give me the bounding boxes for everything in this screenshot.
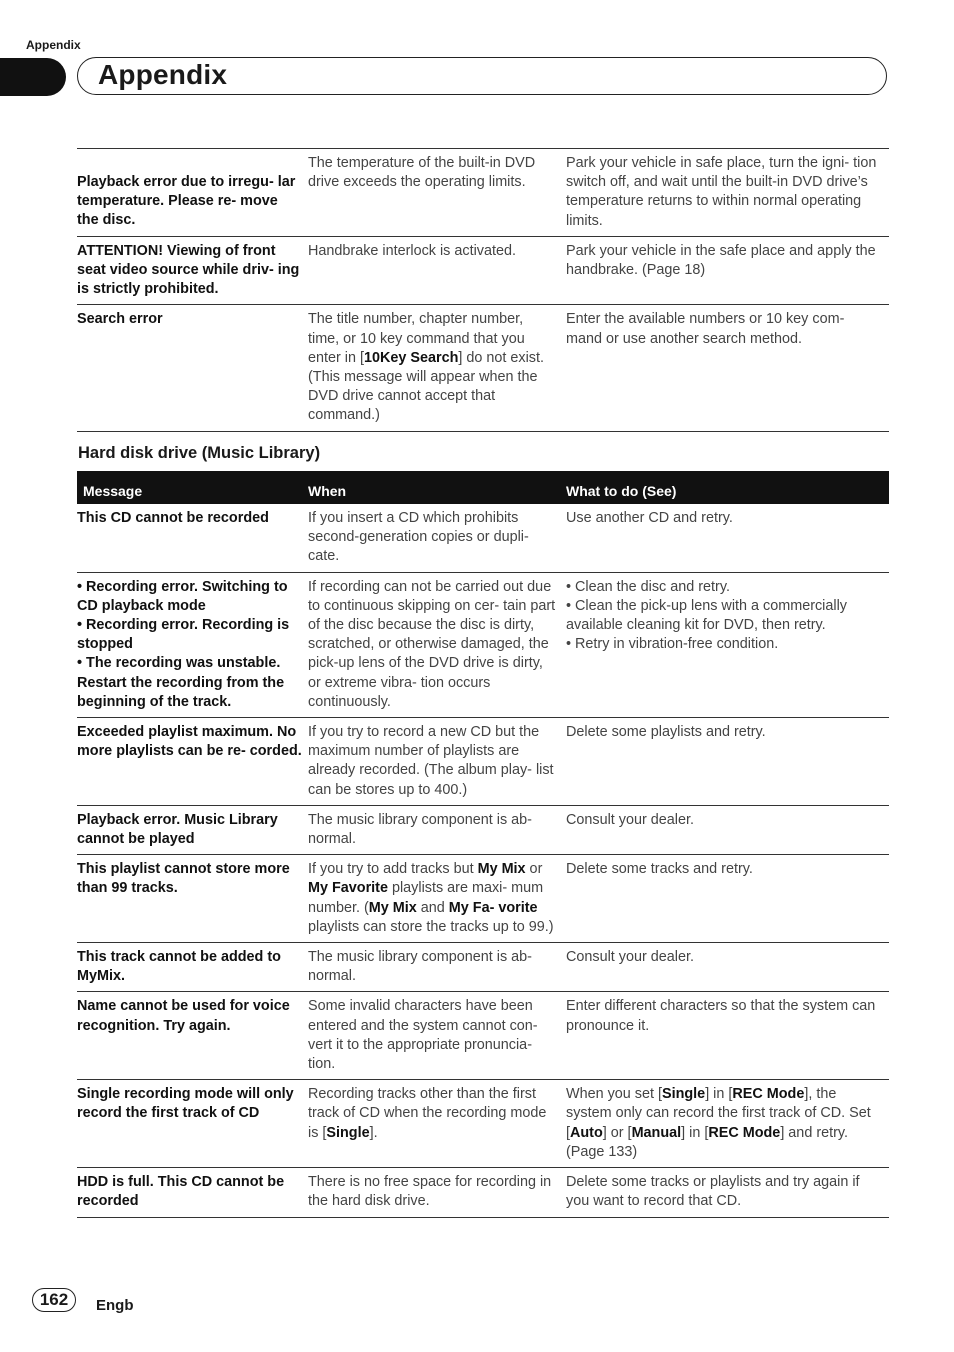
table-row (77, 149, 889, 237)
language-code: Engb (96, 1297, 134, 1314)
error-message: Exceeded playlist maximum. No more playlists can be re- corded. (77, 718, 308, 806)
error-what-to-do: Park your vehicle in the safe place and apply the handbrake. (Page 18) (566, 236, 889, 305)
error-what-to-do: Use another CD and retry. (566, 504, 889, 572)
table-row (77, 855, 889, 943)
error-when: The music library component is ab- normal. (308, 943, 566, 992)
table-header-row (77, 471, 889, 504)
error-what-to-do: Park your vehicle in safe place, turn the igni- tion switch off, and wait until the built-in DVD drive’s temperature returns to within normal operating limits. (566, 149, 889, 237)
table-row (77, 992, 889, 1080)
error-when: Recording tracks other than the first track of CD when the recording mode is [Single]. (308, 1080, 566, 1168)
section-tab-marker (0, 58, 66, 96)
error-table-continued (77, 148, 889, 432)
error-message: Single recording mode will only record the first track of CD (77, 1080, 308, 1168)
error-when: Some invalid characters have been entered and the system cannot con- vert it to the appropriate pronuncia- tion. (308, 992, 566, 1080)
table-row (77, 718, 889, 806)
error-what-to-do: Delete some tracks or playlists and try again if you want to record that CD. (566, 1168, 889, 1217)
error-what-to-do: • Clean the disc and retry. • Clean the pick-up lens with a commercially available cleaning kit for DVD, then retry. • Retry in vibration-free condition. (566, 572, 889, 717)
error-when: If you try to record a new CD but the maximum number of playlists are already recorded. (The album play- list can be stores up to 400.) (308, 718, 566, 806)
error-when: If you insert a CD which prohibits second-generation copies or dupli- cate. (308, 504, 566, 572)
table-row (77, 1168, 889, 1217)
table-row (77, 305, 889, 431)
error-message: Name cannot be used for voice recognition. Try again. (77, 992, 308, 1080)
table-row (77, 572, 889, 717)
table-row (77, 504, 889, 572)
column-header-what: What to do (See) (566, 471, 889, 504)
error-message: Playback error due to irregu- lar temperature. Please re- move the disc. (77, 149, 308, 237)
error-what-to-do: Delete some playlists and retry. (566, 718, 889, 806)
error-what-to-do: Consult your dealer. (566, 805, 889, 854)
running-header: Appendix (26, 38, 81, 52)
page-number: 162 (32, 1288, 76, 1312)
page-title: Appendix (98, 59, 228, 90)
page-title-box (77, 57, 887, 95)
table-row (77, 236, 889, 305)
table-row (77, 1080, 889, 1168)
column-header-when: When (308, 471, 566, 504)
error-message: This playlist cannot store more than 99 tracks. (77, 855, 308, 943)
error-what-to-do: Enter the available numbers or 10 key com- mand or use another search method. (566, 305, 889, 431)
error-when: Handbrake interlock is activated. (308, 236, 566, 305)
hdd-error-table (77, 471, 889, 1218)
error-when: The temperature of the built-in DVD drive exceeds the operating limits. (308, 149, 566, 237)
error-message: This CD cannot be recorded (77, 504, 308, 572)
error-when: If recording can not be carried out due to continuous skipping on cer- tain part of the disc because the disc is dirty, scratched, or otherwise damaged, the pick-up lens of the DVD drive is dirty, or extreme vibra- tion occurs continuously. (308, 572, 566, 717)
error-when: The title number, chapter number, time, or 10 key command that you enter in [10Key Search] do not exist. (This message will appear when the DVD drive cannot accept that command.) (308, 305, 566, 431)
error-when: There is no free space for recording in the hard disk drive. (308, 1168, 566, 1217)
error-message: HDD is full. This CD cannot be recorded (77, 1168, 308, 1217)
error-when: If you try to add tracks but My Mix or My Favorite playlists are maxi- mum number. (My Mix and My Fa- vorite playlists can store the tracks up to 99.) (308, 855, 566, 943)
column-header-message: Message (77, 471, 308, 504)
error-what-to-do: Enter different characters so that the system can pronounce it. (566, 992, 889, 1080)
error-message: Search error (77, 305, 308, 431)
error-message: ATTENTION! Viewing of front seat video source while driv- ing is strictly prohibited. (77, 236, 308, 305)
section-title: Hard disk drive (Music Library) (78, 444, 321, 462)
error-what-to-do: Delete some tracks and retry. (566, 855, 889, 943)
error-message: Playback error. Music Library cannot be played (77, 805, 308, 854)
error-message: This track cannot be added to MyMix. (77, 943, 308, 992)
error-what-to-do: When you set [Single] in [REC Mode], the system only can record the first track of CD. Set [Auto] or [Manual] in [REC Mode] and retry. (Page 133) (566, 1080, 889, 1168)
error-what-to-do: Consult your dealer. (566, 943, 889, 992)
error-message: • Recording error. Switching to CD playback mode • Recording error. Recording is stopped • The recording was unstable. Restart the recording from the beginning of the track. (77, 572, 308, 717)
table-row (77, 943, 889, 992)
error-when: The music library component is ab- normal. (308, 805, 566, 854)
table-row (77, 805, 889, 854)
